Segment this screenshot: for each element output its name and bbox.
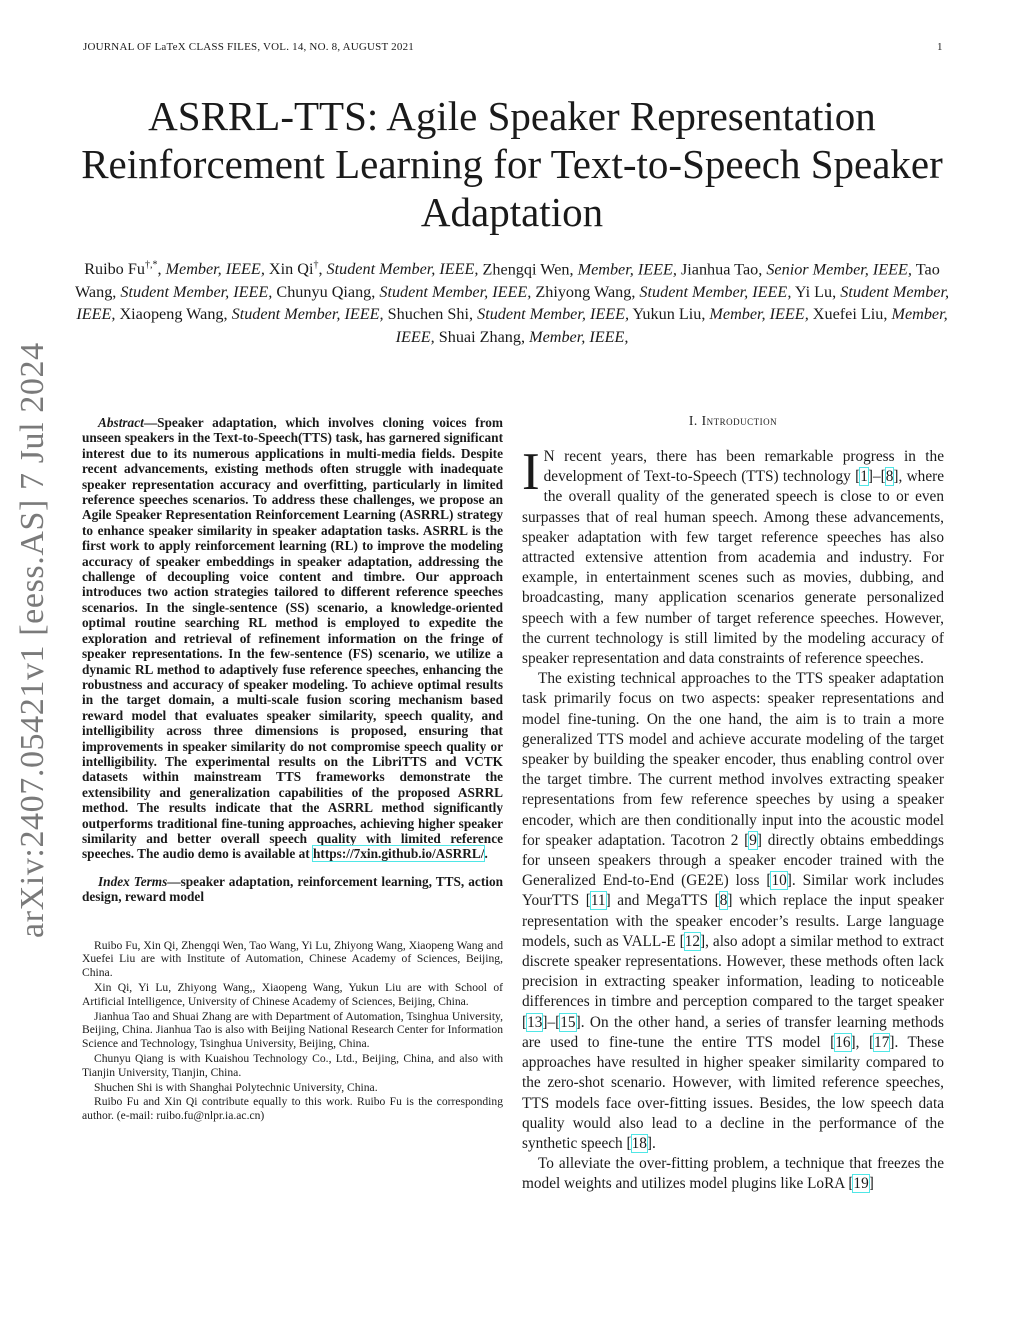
page-number: 1 xyxy=(937,41,943,53)
demo-link[interactable]: https://7xin.github.io/ASRRL/ xyxy=(313,846,485,862)
citation-link[interactable]: 10 xyxy=(771,872,787,890)
citation-link[interactable]: 15 xyxy=(560,1013,576,1031)
footnote: Ruibo Fu, Xin Qi, Zhengqi Wen, Tao Wang, Yi Lu, Zhiyong Wang, Xiaopeng Wang and Xuefei Liu are with Institute of Automation, Chinese Academy of Sciences, Beijing, China. xyxy=(82,938,503,980)
author-role: Member, IEEE, xyxy=(395,305,948,346)
citation-link[interactable]: 8 xyxy=(885,468,894,486)
citation-link[interactable]: 9 xyxy=(749,831,757,849)
author-name: Chunyu Qiang xyxy=(276,282,372,301)
author-role: Student Member, IEEE, xyxy=(231,305,384,324)
footnote: Chunyu Qiang is with Kuaishou Technology Co., Ltd., Beijing, China, and also with Tianjin University, Tianjin, China. xyxy=(82,1051,503,1079)
citation-link[interactable]: 13 xyxy=(527,1013,543,1031)
author-mark: †,* xyxy=(144,260,158,271)
intro-paragraph-2: The existing technical approaches to the TTS speaker adaptation task primarily focus on two aspects: speaker representations and model fine-tuning. On the one hand, the aim is to train a more generalized TTS model and achieve accurate modeling of the target speaker by building the speaker encoder, thus enabling control over the target timbre. The current method involves extracting speaker representations from few reference speeches by using a speaker encoder, which are then conditionally input into the acoustic model for speaker adaptation. Tacotron 2 [9] directly obtains embeddings for unseen speakers through a speaker encoder trained with the Generalized End-to-End (GE2E) loss [10]. Similar work includes YourTTS [11] and MegaTTS [8] which replace the input speaker representation with the speaker encoder’s results. Large language models, such as VALL-E [12], also adopt a similar method to extract discrete speaker representations. However, these methods often lack precision in extracting speaker information, leading to noticeable differences in timbre and perception compared to the target speaker [13]–[15]. On the other hand, a series of transfer learning methods are used to fine-tune the entire TTS model [16], [17]. These approaches have resulted in higher speaker similarity compared to the zero-shot scenario. However, with limited reference speeches, TTS models face over-fitting issues. Besides, the low speech data quality would also lead to a decline in the performance of the synthetic speech [18]. xyxy=(522,670,945,1152)
author: Zhengqi Wen, Member, IEEE, xyxy=(482,260,677,279)
author-name: Shuai Zhang xyxy=(438,327,521,346)
author-mark: † xyxy=(313,260,319,271)
author: Xin Qi†, Student Member, IEEE, xyxy=(268,260,479,279)
author: Xuefei Liu, Member, IEEE, xyxy=(395,305,948,346)
arxiv-watermark: arXiv:2407.05421v1 [eess.AS] 7 Jul 2024 xyxy=(14,342,51,938)
citation-link[interactable]: 18 xyxy=(631,1134,647,1152)
intro-paragraph-1: I N recent years, there has been remarkable progress in the development of Text-to-Speech (TTS) technology [1]–[8], where the overall quality of the generated speech is close to or even surpasses that of real human speech. Among these advancements, speaker adaptation with few target reference speeches has also attracted extensive attention from academia and industry. For example, in entertainment scenes such as movies, dubbing, and broadcasting, many application scenarios generate personalized speech with a few number of target reference speeches. However, the current technology is still limited by the modeling accuracy of speaker representation and data constraints of reference speeches. xyxy=(522,443,944,668)
index-terms-label: Index Terms xyxy=(98,873,168,889)
author-name: Tao Wang xyxy=(74,260,940,301)
abstract: Abstract—Speaker adaptation, which involves cloning voices from unseen speakers in the Text-to-Speech(TTS) task, has garnered significant interest due to its numerous applications in multi-media fields. Despite recent advancements, existing methods often struggle with inadequate speaker representation accuracy and overfitting, particularly in limited reference speeches scenarios. To address these challenges, we propose an Agile Speaker Representation Reinforcement Learning (ASRRL) strategy to enhance speaker similarity in speaker adaptation tasks. ASRRL is the first work to apply reinforcement learning (RL) to improve the modeling accuracy of speaker embeddings in speaker adaptation, addressing the challenge of decoupling voice content and timbre. Our approach introduces two action strategies tailored to different reference speeches scenarios. In the single-sentence (SS) scenario, a knowledge-oriented optimal routine searching RL method is employed to expedite the exploration and retrieval of refinement information on the fringe of speaker representations. In the few-sentence (FS) scenario, we utilize a dynamic RL method to adaptively fuse reference speeches, enhancing the robustness and accuracy of speaker modeling. To achieve optimal results in the target domain, a multi-scale fusion scoring mechanism based reward model that evaluates speaker similarity, speech quality, and intelligibility across three dimensions is proposed, ensuring that improvements in speaker similarity do not compromise speech quality or intelligibility. The experimental results on the LibriTTS and VCTK datasets within mainstream TTS frameworks demonstrate the extensibility and generalization capabilities of the proposed ASRRL method. The results indicate that the ASRRL method significantly outperforms traditional fine-tuning approaches, achieving higher speaker similarity and better overall speech quality with limited reference speeches. The audio demo is available at https://7xin.github.io/ASRRL/. xyxy=(82,415,503,862)
citation-link[interactable]: 11 xyxy=(590,892,606,910)
author-role: Student Member, IEEE, xyxy=(326,260,479,279)
author-role: Student Member, IEEE, xyxy=(76,282,950,324)
citation-link[interactable]: 16 xyxy=(835,1033,851,1051)
index-terms xyxy=(82,874,503,905)
citation-link[interactable]: 8 xyxy=(719,892,728,910)
citation-link[interactable]: 17 xyxy=(874,1033,890,1051)
author: Xiaopeng Wang, Student Member, IEEE, xyxy=(119,305,384,324)
author-name: Ruibo Fu xyxy=(84,260,145,279)
drop-cap: I xyxy=(522,443,540,501)
author-role: Student Member, IEEE, xyxy=(120,282,273,301)
author: Shuchen Shi, Student Member, IEEE, xyxy=(387,305,630,324)
footnote: Jianhua Tao and Shuai Zhang are with Department of Automation, Tsinghua University, Beijing, China. Jianhua Tao is also with Beijing National Research Center for Information Science and Technology, Tsinghua University, Beijing, China. xyxy=(82,1009,503,1051)
right-column xyxy=(522,413,944,1195)
paper-title: ASRRL-TTS: Agile Speaker Representation Reinforcement Learning for Text-to-Speech Speaker Adaptation xyxy=(81,93,943,235)
author-name: Yi Lu xyxy=(794,282,833,301)
citation-link[interactable]: 1 xyxy=(860,468,868,486)
author-role: Student Member, IEEE, xyxy=(477,305,630,324)
footnote: Shuchen Shi is with Shanghai Polytechnic University, China. xyxy=(94,1080,378,1094)
author-role: Member, IEEE, xyxy=(165,260,265,279)
author-name: Shuchen Shi xyxy=(387,305,470,324)
author-name: Xiaopeng Wang xyxy=(119,305,224,324)
left-column xyxy=(82,415,503,1124)
author-name: Yukun Liu xyxy=(632,305,702,324)
author-role: Senior Member, IEEE, xyxy=(766,260,912,279)
author-name: Zhiyong Wang xyxy=(535,282,632,301)
author: Ruibo Fu†,*, Member, IEEE, xyxy=(84,260,265,279)
author: Yi Lu, Student Member, IEEE, xyxy=(76,282,950,324)
author-name: Xuefei Liu xyxy=(812,305,884,324)
author-name: Xin Qi xyxy=(268,260,314,279)
author-role: Member, IEEE, xyxy=(709,305,809,324)
author-role: Member, IEEE, xyxy=(577,260,677,279)
author: Shuai Zhang, Member, IEEE, xyxy=(438,327,629,346)
author-role: Member, IEEE, xyxy=(529,327,629,346)
intro-paragraph-3: To alleviate the over-fitting problem, a technique that freezes the model weights and utilizes model plugins like LoRA [19] xyxy=(522,1155,944,1193)
author-role: Student Member, IEEE, xyxy=(639,282,792,301)
author: Yukun Liu, Member, IEEE, xyxy=(632,305,809,324)
running-header: JOURNAL OF LaTeX CLASS FILES, VOL. 14, NO. 8, AUGUST 2021 xyxy=(83,41,414,53)
author-list xyxy=(70,255,954,348)
footnote: Xin Qi, Yi Lu, Zhiyong Wang,, Xiaopeng Wang, Yukun Liu are with School of Artificial Intelligence, University of Chinese Academy of Sciences, Beijing, China. xyxy=(82,980,503,1008)
author: Zhiyong Wang, Student Member, IEEE, xyxy=(535,282,792,301)
affiliation-footnotes xyxy=(82,939,503,1123)
abstract-label: Abstract xyxy=(98,415,144,430)
author-name: Jianhua Tao xyxy=(680,260,759,279)
author: Tao Wang, Student Member, IEEE, xyxy=(74,260,940,301)
citation-link[interactable]: 19 xyxy=(853,1175,869,1193)
author-name: Zhengqi Wen xyxy=(482,260,570,279)
abstract-text: —Speaker adaptation, which involves cloning voices from unseen speakers in the Text-to-Speech(TTS) task, has garnered significant interest due to its numerous applications in multi-media fields. Despite recent advancements, existing methods often struggle with inadequate speaker representation accuracy and overfitting, particularly in limited reference speeches scenarios. To address these challenges, we propose an Agile Speaker Representation Reinforcement Learning (ASRRL) strategy to enhance speaker similarity in speaker adaptation tasks. ASRRL is the first work to apply reinforcement learning (RL) to improve the modeling accuracy of speaker embeddings in speaker adaptation, addressing the challenge of decoupling voice content and timbre. Our approach introduces two action strategies tailored to different reference speeches scenarios. In the single-sentence (SS) scenario, a knowledge-oriented optimal routine searching RL method is employed to expedite the exploration and retrieval of refinement information on the fringe of speaker representations. In the few-sentence (FS) scenario, we utilize a dynamic RL method to adaptively fuse reference speeches, enhancing the robustness and accuracy of speaker modeling. To achieve optimal results in the target domain, a multi-scale fusion scoring mechanism based reward model that evaluates speaker similarity, speech quality, and intelligibility across three dimensions is proposed, ensuring that improvements in speaker similarity do not compromise speech quality or intelligibility. The experimental results on the LibriTTS and VCTK datasets within mainstream TTS frameworks demonstrate the extensibility and generalization capabilities of the proposed ASRRL method. The results indicate that the ASRRL method significantly outperforms traditional fine-tuning approaches, achieving higher speaker similarity and better overall speech quality with limited reference speeches. The audio demo is available at xyxy=(82,415,503,862)
author: Jianhua Tao, Senior Member, IEEE, xyxy=(680,260,912,279)
citation-link[interactable]: 12 xyxy=(684,932,701,950)
section-heading: I. Introduction xyxy=(688,413,778,428)
index-terms-text: —speaker adaptation, reinforcement learning, TTS, action design, reward model xyxy=(82,873,503,905)
author: Chunyu Qiang, Student Member, IEEE, xyxy=(276,282,532,301)
author-role: Student Member, IEEE, xyxy=(379,282,532,301)
footnote: Ruibo Fu and Xin Qi contribute equally to this work. Ruibo Fu is the corresponding author. (e-mail: ruibo.fu@nlpr.ia.ac.cn) xyxy=(82,1095,503,1123)
